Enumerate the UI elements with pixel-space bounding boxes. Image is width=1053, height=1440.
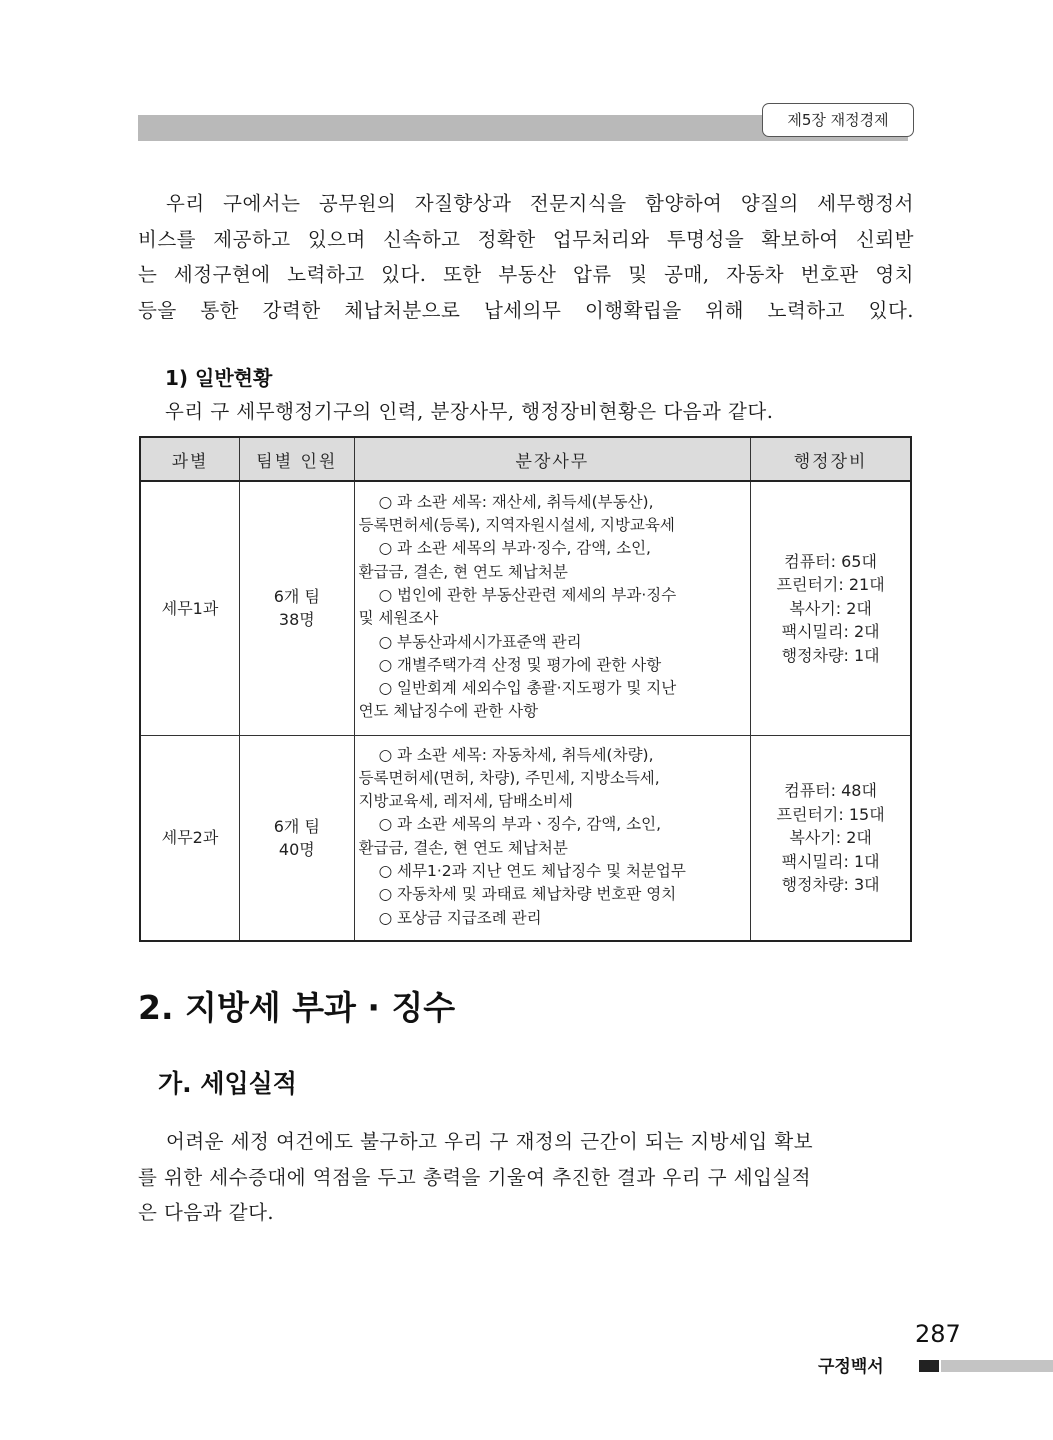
duty-line: ○ 법인에 관한 부동산관련 제세의 부과·징수 — [378, 585, 677, 604]
duty-line: ○ 부동산과세시가표준액 관리 — [378, 632, 582, 651]
duty-line: ○ 개별주택가격 산정 및 평가에 관한 사항 — [378, 655, 662, 674]
duty-line: 및 세원조사 — [358, 609, 439, 628]
duty-line: ○ 일반회계 세외수입 총괄·지도평가 및 지난 — [378, 679, 677, 698]
equipment-cell — [751, 481, 911, 735]
dept-cell: 세무1과 — [140, 481, 240, 735]
intro-paragraph: 우리 구에서는 공무원의 자질향상과 전문지식을 함양하여 양질의 세무행정서 비스를 제공하고 있으며 신속하고 정확한 업무처리와 투명성을 확보하여 신뢰받 는 세정구현에 노력하고 있다. 또한 부동산 압류 및 공매, 자동차 번호판 영치 등을 통한 강력한 체납처분으로 납세의무 이행확립을 위해 노력하고 있다. — [138, 192, 914, 322]
duty-line: 지방교육세, 레저세, 담배소비세 — [358, 792, 573, 811]
equipment-line: 복사기: 2대 — [789, 828, 872, 847]
staff-cell — [240, 735, 355, 941]
equipment-line: 팩시밀리: 2대 — [781, 622, 880, 641]
chapter-tab: 제5장 재정경제 — [762, 103, 914, 137]
duty-line: 등록면허세(등록), 지역자원시설세, 지방교육세 — [358, 516, 675, 535]
duty-line: 환급금, 결손, 현 연도 체납처분 — [358, 562, 568, 581]
section-heading-general-status: 1) 일반현황 — [165, 366, 273, 390]
equipment-line: 복사기: 2대 — [789, 598, 872, 618]
section-intro: 우리 구 세무행정기구의 인력, 분장사무, 행정장비현황은 다음과 같다. — [165, 400, 774, 423]
duty-line: 등록면허세(면허, 차량), 주민세, 지방소득세, — [358, 768, 660, 787]
equipment-line: 행정차량: 1대 — [781, 645, 880, 665]
section-title: 2. 지방세 부과 · 징수 — [138, 988, 456, 1027]
teams-count: 6개 팀 — [273, 587, 320, 607]
table-row — [140, 735, 911, 941]
revenue-paragraph: 어려운 세정 여건에도 불구하고 우리 구 재정의 근간이 되는 지방세입 확보 를 위한 세수증대에 역점을 두고 총력을 기울여 추진한 결과 우리 구 세입실적 은 다음과 같다. — [138, 1130, 814, 1224]
table-row — [140, 481, 911, 735]
staff-count: 38명 — [278, 610, 315, 630]
staff-count: 40명 — [278, 839, 315, 859]
footer-label: 구정백서 — [818, 1357, 884, 1377]
duties-cell — [354, 735, 751, 941]
table-header-row — [140, 437, 911, 481]
footer-bar-dark — [919, 1360, 939, 1372]
dept-cell: 세무2과 — [140, 735, 240, 941]
teams-count: 6개 팀 — [273, 816, 320, 836]
equipment-line: 프린터기: 21대 — [776, 575, 885, 594]
duty-line: ○ 자동차세 및 과태료 체납차량 번호판 영치 — [378, 885, 677, 904]
tax-organization-table — [139, 436, 912, 942]
sub-section-title: 가. 세입실적 — [158, 1069, 297, 1098]
equipment-line: 행정차량: 3대 — [781, 875, 880, 894]
duty-line: ○ 과 소관 세목의 부과ㆍ징수, 감액, 소인, — [378, 815, 662, 834]
header-duties: 분장사무 — [354, 437, 751, 481]
footer-bar-light — [941, 1360, 1053, 1372]
duty-line: ○ 과 소관 세목: 자동차세, 취득세(차량), — [378, 745, 654, 764]
duty-line: ○ 과 소관 세목: 재산세, 취득세(부동산), — [378, 492, 654, 511]
duty-line: ○ 과 소관 세목의 부과·징수, 감액, 소인, — [378, 539, 651, 558]
header-dept: 과별 — [140, 437, 240, 481]
duties-cell — [354, 481, 751, 735]
equipment-line: 팩시밀리: 1대 — [781, 851, 880, 871]
page-number: 287 — [915, 1320, 961, 1348]
duty-line: ○ 세무1·2과 지난 연도 체납징수 및 처분업무 — [378, 862, 686, 881]
header-equipment: 행정장비 — [751, 437, 911, 481]
duty-line: ○ 포상금 지급조례 관리 — [378, 908, 542, 927]
equipment-line: 컴퓨터: 48대 — [784, 781, 877, 800]
header-staff: 팀별 인원 — [240, 437, 355, 481]
equipment-cell — [751, 735, 911, 941]
equipment-line: 프린터기: 15대 — [776, 804, 885, 824]
staff-cell — [240, 481, 355, 735]
duty-line: 연도 체납징수에 관한 사항 — [358, 702, 539, 721]
duty-line: 환급금, 결손, 현 연도 체납처분 — [358, 838, 568, 857]
equipment-line: 컴퓨터: 65대 — [784, 551, 877, 571]
